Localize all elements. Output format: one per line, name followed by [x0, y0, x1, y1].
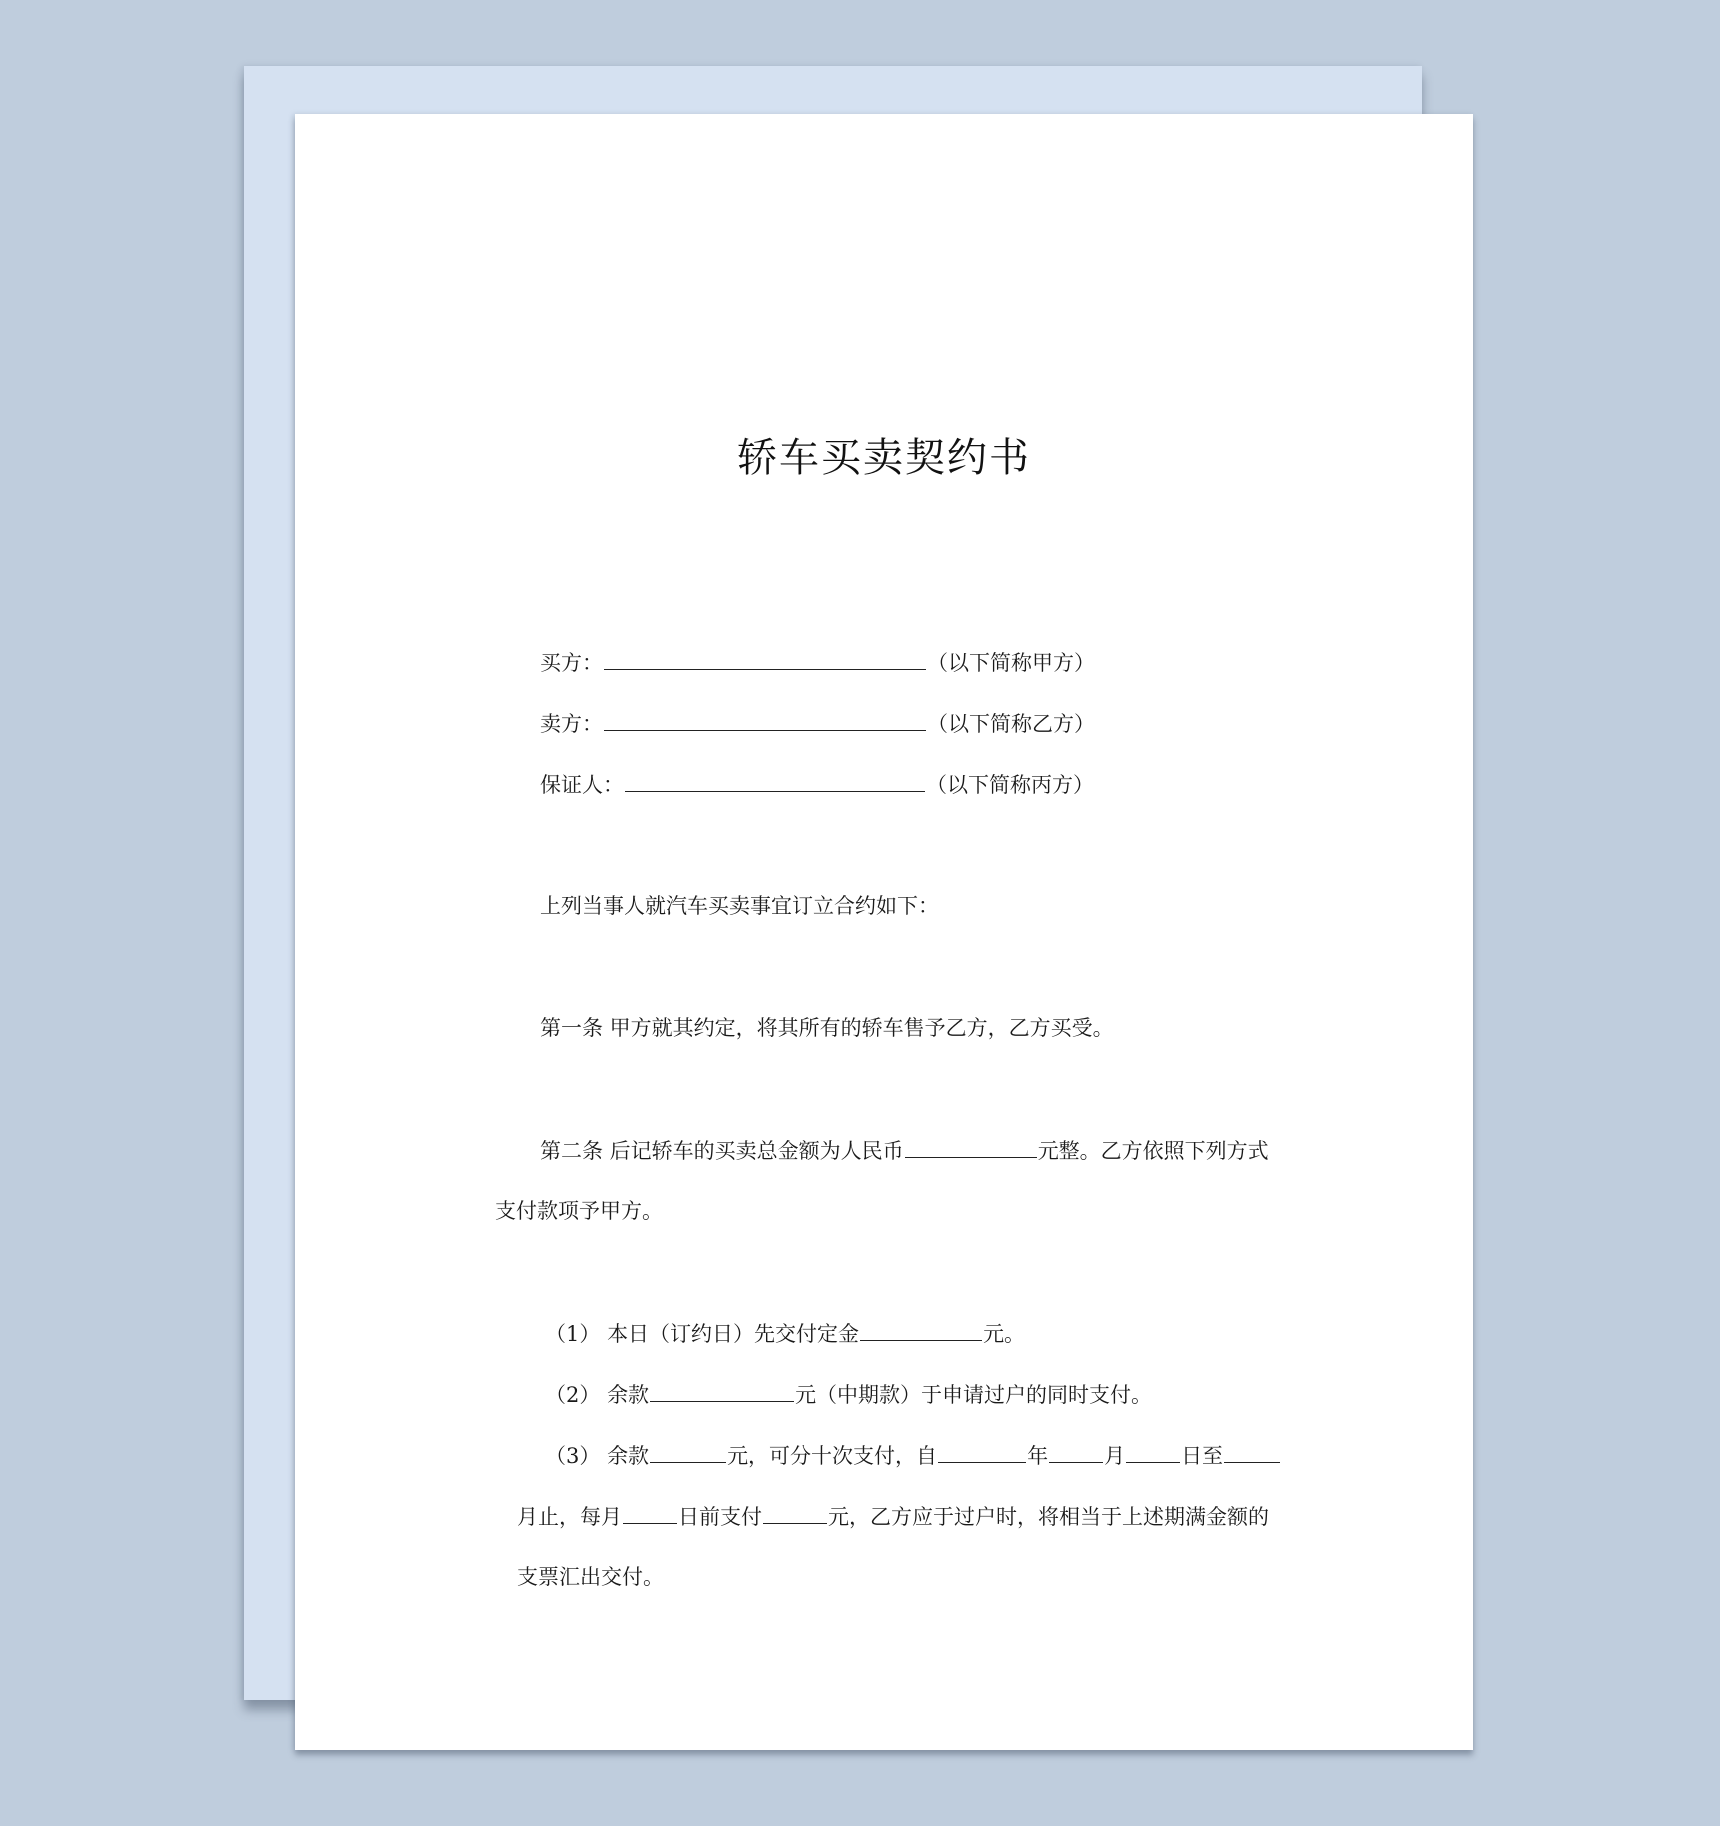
item-3-text-d: 日前支付	[678, 1505, 762, 1529]
payment-item-3-line-2	[517, 1501, 1269, 1532]
item-1-text: 本日（订约日）先交付定金	[607, 1322, 860, 1346]
installment-balance-blank[interactable]	[650, 1440, 726, 1463]
item-1-number: （1）	[545, 1322, 601, 1346]
payment-item-2	[545, 1379, 1152, 1410]
item-2-rest: 元（中期款）于申请过户的同时支付。	[795, 1383, 1153, 1407]
document-title: 轿车买卖契约书	[737, 435, 1031, 481]
item-1-unit: 元。	[983, 1322, 1026, 1346]
balance-blank[interactable]	[650, 1379, 794, 1402]
party-guarantor	[540, 769, 1094, 800]
payment-item-3-line-3: 支票汇出交付。	[517, 1565, 664, 1589]
payment-item-3-line-1	[545, 1440, 1281, 1471]
start-month-blank[interactable]	[1049, 1440, 1103, 1463]
item-3-text-c: 月止，每月	[517, 1505, 622, 1529]
buyer-label: 买方：	[540, 651, 603, 675]
monthly-amount-blank[interactable]	[763, 1501, 827, 1524]
item-3-text-b: 元，可分十次支付，自	[727, 1444, 938, 1468]
party-seller	[540, 708, 1095, 739]
item-3-number: （3）	[545, 1444, 601, 1468]
item-2-text: 余款	[607, 1383, 650, 1407]
buyer-note: （以下简称甲方）	[927, 651, 1095, 675]
contract-page	[295, 114, 1473, 1750]
end-month-blank[interactable]	[1224, 1440, 1280, 1463]
total-amount-blank[interactable]	[905, 1135, 1037, 1158]
item-3-text-e: 元，乙方应于过户时，将相当于上述期满金额的	[828, 1505, 1269, 1529]
item-2-number: （2）	[545, 1383, 601, 1407]
guarantor-note: （以下简称丙方）	[926, 773, 1094, 797]
deposit-blank[interactable]	[860, 1318, 982, 1341]
guarantor-label: 保证人：	[540, 773, 624, 797]
item-3-year: 年	[1027, 1444, 1049, 1468]
article-2-line-1	[540, 1135, 1269, 1166]
guarantor-blank[interactable]	[625, 769, 925, 792]
buyer-blank[interactable]	[604, 647, 926, 670]
monthly-day-blank[interactable]	[623, 1501, 677, 1524]
seller-label: 卖方：	[540, 712, 603, 736]
article-2-line-2: 支付款项予甲方。	[495, 1199, 663, 1223]
seller-blank[interactable]	[604, 708, 926, 731]
intro-text: 上列当事人就汽车买卖事宜订立合约如下：	[540, 894, 939, 918]
start-day-blank[interactable]	[1126, 1440, 1180, 1463]
item-3-text-a: 余款	[607, 1444, 650, 1468]
start-year-blank[interactable]	[938, 1440, 1026, 1463]
payment-item-1	[545, 1318, 1025, 1349]
item-3-month: 月	[1104, 1444, 1126, 1468]
article-1: 第一条 甲方就其约定，将其所有的轿车售予乙方，乙方买受。	[540, 1016, 1114, 1040]
article-2-text-a: 第二条 后记轿车的买卖总金额为人民币	[540, 1139, 904, 1163]
article-2-text-b: 元整。乙方依照下列方式	[1037, 1139, 1269, 1163]
party-buyer	[540, 647, 1095, 678]
seller-note: （以下简称乙方）	[927, 712, 1095, 736]
item-3-day-to: 日至	[1181, 1444, 1224, 1468]
